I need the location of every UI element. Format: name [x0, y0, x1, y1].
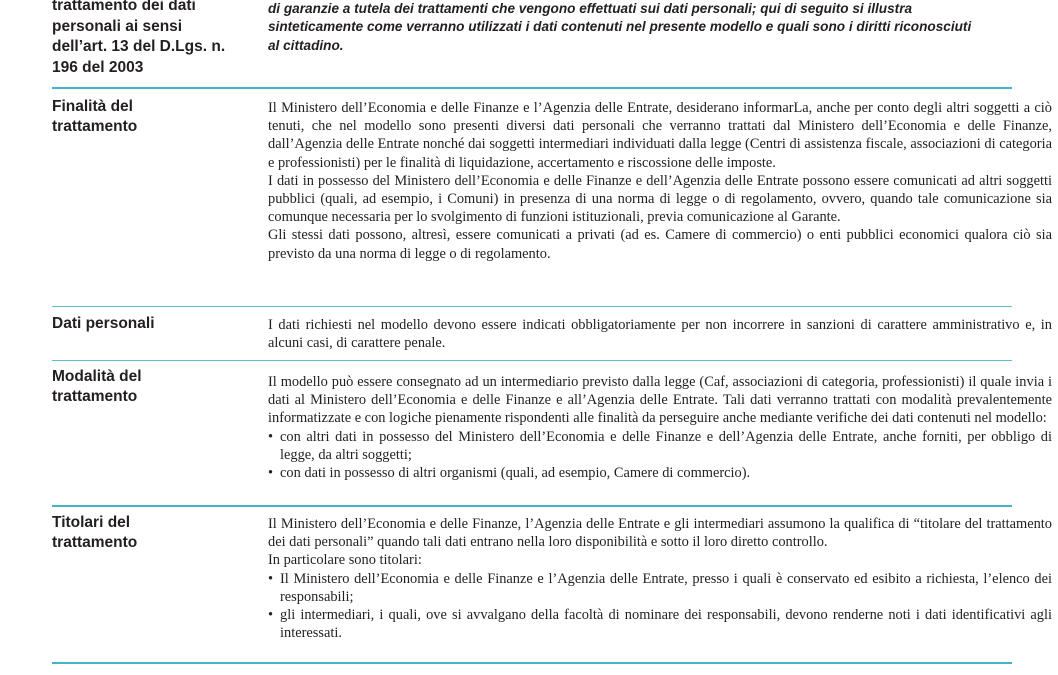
header-intro — [268, 0, 1052, 55]
list-item: • con dati in possesso di altri organismi (quali, ad esempio, Camere di commercio). — [268, 464, 1052, 482]
header-label-line: 196 del 2003 — [52, 58, 144, 76]
paragraph: Il Ministero dell’Economia e delle Finanze, l’Agenzia delle Entrate e gli intermediari assumono la qualifica di “titolare del trattamento dei dati personali” quando tali dati entrano nella loro disponibilità e sotto il loro diretto controllo. — [268, 516, 1052, 551]
section-body — [268, 99, 1052, 263]
section-divider — [52, 505, 1012, 507]
section-label: Titolari del trattamento — [52, 514, 138, 551]
section-divider — [52, 306, 1012, 307]
paragraph: Gli stessi dati possono, altresì, essere comunicati a privati (ad es. Camere di commercio) o enti pubblici economici qualora ciò sia previsto da una norma di legge o di regolamento. — [268, 227, 1052, 262]
header-label — [52, 0, 252, 78]
header-label-line: dell’art. 13 del D.Lgs. n. — [52, 38, 226, 55]
paragraph: I dati in possesso del Ministero dell’Economia e delle Finanze e dell’Agenzia delle Entrate possono essere comunicati ad altri soggetti pubblici (quali, ad esempio, i Comuni) in presenza di una norma di legge o di regolamento, ovvero, quando tale comunicazione sia comunque necessaria per lo svolgimento di funzioni istituzionali, previa comunicazione al Garante. — [268, 172, 1052, 226]
section-divider — [52, 360, 1012, 361]
intro-line: di garanzie a tutela dei trattamenti che vengono effettuati sui dati personali; qui di seguito si illustra — [268, 1, 913, 16]
list-item: • Il Ministero dell’Economia e delle Finanze e l’Agenzia delle Entrate, presso i quali è conservato ed esibito a richiesta, l’elenco dei responsabili; — [268, 570, 1052, 606]
section-body — [268, 515, 1052, 642]
section-body — [268, 373, 1052, 482]
bullet-list — [268, 428, 1052, 483]
paragraph: I dati richiesti nel modello devono essere indicati obbligatoriamente per non incorrere in sanzioni di carattere amministrativo e, in alcuni casi, di carattere penale. — [268, 317, 1052, 352]
paragraph: In particolare sono titolari: — [268, 552, 422, 569]
bullet-list — [268, 570, 1052, 643]
section-body — [268, 316, 1052, 352]
list-item: • con altri dati in possesso del Ministero dell’Economia e delle Finanze e dell’Agenzia delle Entrate, anche forniti, per obbligo di legge, da altri soggetti; — [268, 428, 1052, 464]
section-divider — [52, 662, 1012, 664]
header-label-line: personali ai sensi — [52, 17, 183, 35]
section-divider — [52, 87, 1012, 89]
section-label: Dati personali — [52, 315, 155, 332]
section-label: Modalità del trattamento — [52, 368, 142, 405]
section-label: Finalità del trattamento — [52, 98, 138, 135]
list-item: • gli intermediari, i quali, ove si avvalgano della facoltà di nominare dei responsabili, devono renderne noti i dati identificativi agli interessati. — [268, 606, 1052, 642]
intro-line: sinteticamente come verranno utilizzati i dati contenuti nel presente modello e quali sono i diritti riconosciuti — [268, 19, 972, 35]
paragraph: Il Ministero dell’Economia e delle Finanze e l’Agenzia delle Entrate, desiderano informarLa, anche per conto degli altri soggetti a ciò tenuti, che nel modello sono presenti diversi dati personali che verranno trattati dal Ministero dell’Economia e delle Finanze, dall’Agenzia delle Entrate nonché dai soggetti intermediari individuati dalla legge (Centri di assistenza fiscale, associazioni di categoria e professionisti) per le finalità di liquidazione, accertamento e riscossione delle imposte. — [268, 100, 1052, 171]
intro-line: al cittadino. — [268, 37, 344, 53]
header-label-line: trattamento dei dati — [52, 0, 196, 14]
paragraph: Il modello può essere consegnato ad un intermediario previsto dalla legge (Caf, associazioni di categoria, professionisti) il quale invia i dati al Ministero dell’Economia e delle Finanze e all’Agenzia delle Entrate. Tali dati verranno trattati con modalità prevalentemente informatizzate e con logiche pienamente rispondenti alle finalità da perseguire anche mediante verifiche dei dati contenuti nel modello: — [268, 374, 1052, 427]
